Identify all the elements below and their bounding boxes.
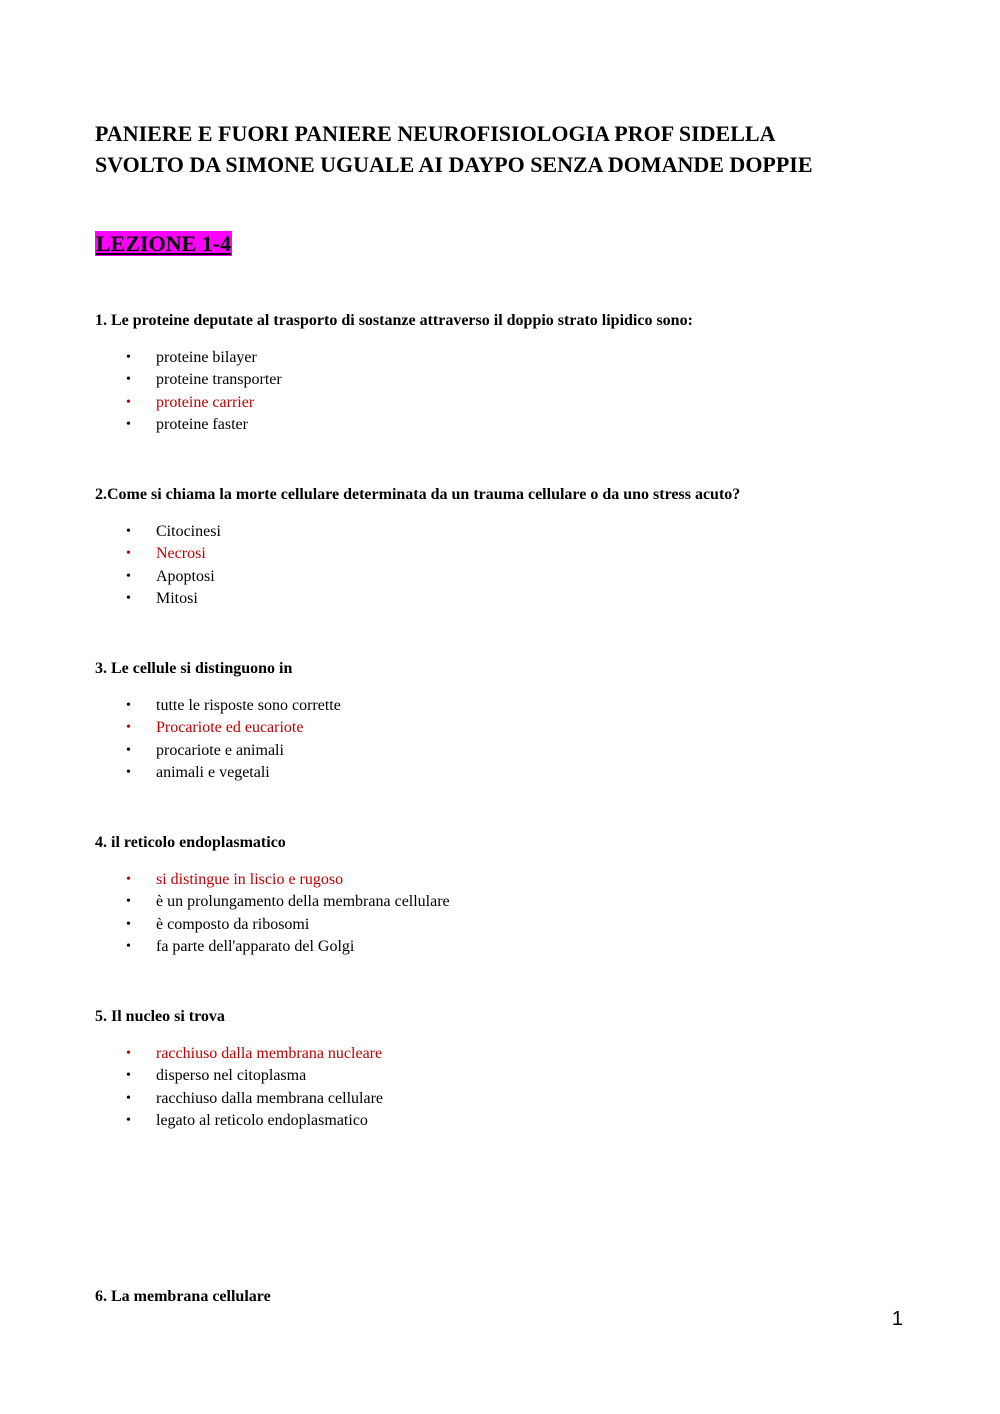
answer-option — [95, 414, 955, 436]
answer-option-correct — [95, 717, 955, 739]
answer-option — [95, 588, 955, 610]
answer-option-correct — [95, 1043, 955, 1065]
answer-option-text: disperso nel citoplasma — [156, 1067, 307, 1085]
bullet-icon: • — [126, 372, 131, 388]
answer-option-text: proteine carrier — [156, 393, 255, 411]
answer-options — [95, 695, 955, 785]
bullet-icon: • — [126, 524, 131, 539]
bullet-icon: • — [126, 546, 131, 562]
answer-option-text: proteine transporter — [156, 371, 282, 389]
answer-option-text: Mitosi — [156, 590, 198, 608]
answer-option — [95, 566, 955, 588]
bullet-icon: • — [126, 591, 131, 607]
bullet-icon: • — [126, 765, 131, 781]
bullet-icon: • — [126, 894, 131, 910]
answer-option — [95, 369, 955, 391]
answer-option-text: legato al reticolo endoplasmatico — [156, 1112, 368, 1130]
answer-option-text: racchiuso dalla membrana cellulare — [156, 1089, 383, 1107]
bullet-icon: • — [126, 1113, 131, 1129]
answer-option-text: procariote e animali — [156, 741, 284, 759]
question-3 — [95, 659, 955, 785]
bullet-icon: • — [126, 394, 131, 410]
answer-option — [95, 891, 955, 913]
question-text: 1. Le proteine deputate al trasporto di sostanze attraverso il doppio strato lipidico sono: — [95, 312, 693, 329]
question-text: 5. Il nucleo si trova — [95, 1008, 225, 1025]
bullet-icon: • — [126, 720, 131, 736]
section-heading-label: LEZIONE 1-4 — [96, 231, 232, 256]
answer-option-correct — [95, 543, 955, 565]
question-5 — [95, 1007, 955, 1133]
question-6 — [95, 1287, 955, 1307]
answer-option — [95, 936, 955, 958]
question-text: 6. La membrana cellulare — [95, 1288, 271, 1305]
bullet-icon: • — [126, 916, 131, 932]
question-text: 2.Come si chiama la morte cellulare determinata da un trauma cellulare o da uno stress acuto? — [95, 486, 741, 503]
question-4 — [95, 833, 955, 959]
answer-option-text: proteine bilayer — [156, 349, 257, 366]
answer-option — [95, 762, 955, 784]
answer-option-text: Citocinesi — [156, 523, 221, 540]
bullet-icon: • — [126, 742, 131, 758]
page-number: 1 — [891, 1308, 903, 1330]
document-title-line-2: SVOLTO DA SIMONE UGUALE AI DAYPO SENZA DOMANDE DOPPIE — [95, 152, 813, 177]
question-2 — [95, 485, 955, 611]
bullet-icon: • — [126, 939, 131, 955]
answer-option-correct — [95, 869, 955, 891]
answer-option — [95, 740, 955, 762]
question-1 — [95, 311, 955, 437]
answer-option-text: si distingue in liscio e rugoso — [156, 871, 344, 888]
bullet-icon: • — [126, 1090, 131, 1106]
answer-option — [95, 1065, 955, 1087]
answer-options — [95, 521, 955, 611]
answer-option-correct — [95, 392, 955, 414]
answer-options — [95, 869, 955, 959]
bullet-icon: • — [126, 350, 131, 365]
answer-option — [95, 1088, 955, 1110]
bullet-icon: • — [126, 872, 131, 887]
answer-option — [95, 347, 955, 369]
answer-option-text: animali e vegetali — [156, 764, 270, 782]
bullet-icon: • — [126, 1068, 131, 1084]
answer-option-text: fa parte dell'apparato del Golgi — [156, 938, 355, 956]
answer-options — [95, 1043, 955, 1133]
answer-option-text: Procariote ed eucariote — [156, 719, 304, 737]
answer-option-text: racchiuso dalla membrana nucleare — [156, 1045, 383, 1062]
answer-option-text: tutte le risposte sono corrette — [156, 697, 341, 714]
answer-option-text: è un prolungamento della membrana cellulare — [156, 893, 450, 911]
section-heading — [95, 229, 232, 258]
document-title-line-1: PANIERE E FUORI PANIERE NEUROFISIOLOGIA PROF SIDELLA — [95, 121, 776, 146]
answer-option — [95, 521, 955, 543]
answer-option — [95, 695, 955, 717]
bullet-icon: • — [126, 417, 131, 433]
answer-option-text: Apoptosi — [156, 567, 215, 585]
question-text: 3. Le cellule si distinguono in — [95, 660, 293, 677]
answer-option-text: proteine faster — [156, 416, 248, 434]
answer-option-text: Necrosi — [156, 545, 206, 563]
document-title — [95, 118, 955, 180]
bullet-icon: • — [126, 1046, 131, 1061]
question-text: 4. il reticolo endoplasmatico — [95, 834, 286, 851]
answer-options — [95, 347, 955, 437]
answer-option — [95, 1110, 955, 1132]
bullet-icon: • — [126, 698, 131, 713]
bullet-icon: • — [126, 568, 131, 584]
answer-option — [95, 914, 955, 936]
answer-option-text: è composto da ribosomi — [156, 915, 310, 933]
